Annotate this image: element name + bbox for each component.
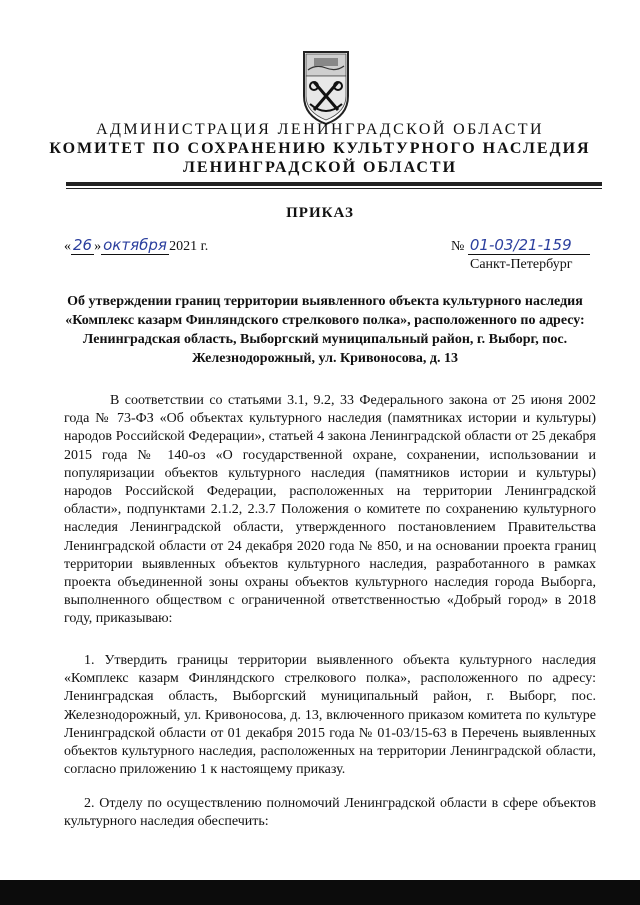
date-quote-close: » xyxy=(94,239,102,254)
order-number xyxy=(451,236,611,255)
header-rule-thin xyxy=(66,188,602,189)
org-line-committee: КОМИТЕТ ПО СОХРАНЕНИЮ КУЛЬТУРНОГО НАСЛЕДИЯ xyxy=(49,140,591,157)
paragraph-item-2: 2. Отделу по осуществлению полномочий Ленинградской области в сфере объектов культурного наследия обеспечить: xyxy=(64,796,596,830)
number-prefix: № xyxy=(451,239,465,254)
number-value: 01-03/21-159 xyxy=(468,236,590,255)
date-month: октября xyxy=(101,236,169,255)
header-rule-thick xyxy=(66,182,602,186)
org-line-administration: АДМИНИСТРАЦИЯ ЛЕНИНГРАДСКОЙ ОБЛАСТИ xyxy=(96,121,544,138)
coat-of-arms-icon xyxy=(296,46,356,128)
date-day: 26 xyxy=(73,236,93,254)
order-heading: Об утверждении границ территории выявленного объекта культурного наследия «Комплекс казарм Финляндского стрелкового полка», расположенного по адресу: Ленинградская область, Выборгский муниципальный район, г. Выборг, пос. Железнодорожный, ул. Кривоносова, д. 13 xyxy=(65,294,585,366)
org-line-region: ЛЕНИНГРАДСКОЙ ОБЛАСТИ xyxy=(182,159,458,176)
date-year: 2021 г. xyxy=(169,239,209,254)
document-title: ПРИКАЗ xyxy=(286,205,354,221)
scan-border xyxy=(0,880,640,905)
date-quote-open: « xyxy=(64,239,71,254)
order-date xyxy=(64,236,264,255)
paragraph-preamble: В соответствии со статьями 3.1, 9.2, 33 Федерального закона от 25 июня 2002 года № 73-ФЗ «Об объектах культурного наследия (памятниках истории и культуры) народов Российской Федерации», статьей 4 закона Ленинградской области от 25 декабря 2015 года № 140-оз «О государственной охране, сохранении, использовании и популяризации объектов культурного наследия (памятников истории и культуры) народов Российской Федерации, расположенных на территории Ленинградской области», подпунктами 2.1.2, 2.3.7 Положения о комитете по сохранению культурного наследия Ленинградской области, утвержденного постановлением Правительства Ленинградской области от 24 декабря 2020 года № 850, и на основании проекта границ территории выявленных объектов культурного наследия, разработанного в рамках проекта объединенной зоны охраны объектов культурного наследия города Выборга, выполненного обществом с ограниченной ответственностью «Добрый город» в 2018 году, приказываю: xyxy=(64,393,596,627)
city-name: Санкт-Петербург xyxy=(470,257,573,272)
paragraph-item-1: 1. Утвердить границы территории выявленного объекта культурного наследия «Комплекс казарм Финляндского стрелкового полка», расположенного по адресу: Ленинградская область, Выборгский муниципальный район, г. Выборг, пос. Железнодорожный, ул. Кривоносова, д. 13, включенного приказом комитета по культуре Ленинградской области от 01 декабря 2015 года № 01-03/15-63 в Перечень выявленных объектов культурного наследия, расположенных на территории Ленинградской области, согласно приложению 1 к настоящему приказу. xyxy=(64,653,596,778)
